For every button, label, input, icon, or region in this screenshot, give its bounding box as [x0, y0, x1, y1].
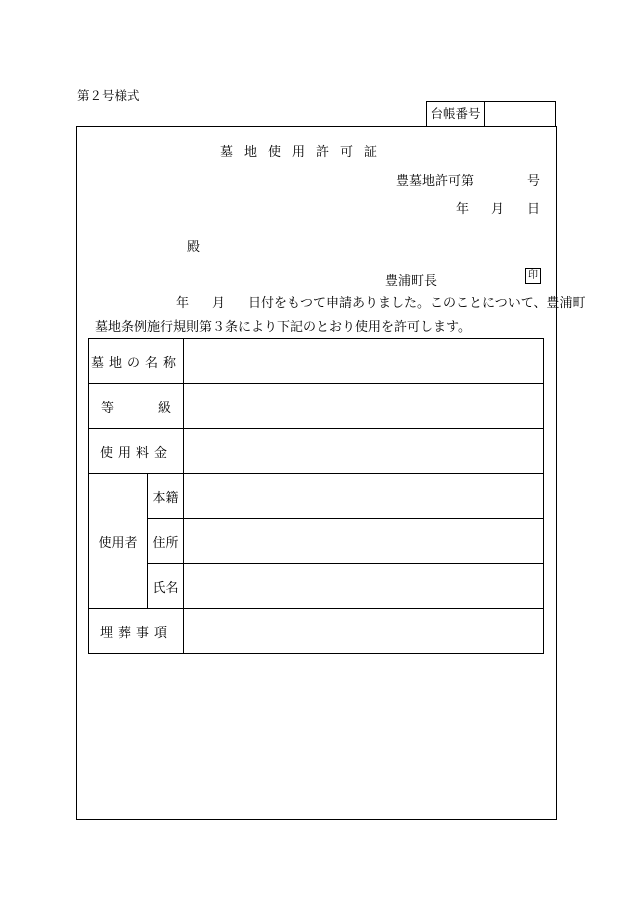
body-line-2: 墓地条例施行規則第３条により下記のとおり使用を許可します。 [95, 320, 471, 335]
table-row [89, 609, 544, 654]
name-field[interactable] [184, 564, 544, 609]
table-row [89, 519, 544, 564]
address-field[interactable] [184, 519, 544, 564]
body-year: 年 [176, 296, 190, 311]
date-year-label: 年 [456, 202, 470, 217]
grade-label-cell [89, 384, 184, 429]
address-label: 住所 [148, 519, 184, 564]
grade-label: 等級 [101, 400, 171, 416]
domicile-label: 本籍 [148, 474, 184, 519]
user-label: 使用者 [89, 474, 148, 609]
body-line-1 [176, 292, 585, 311]
table-row [89, 339, 544, 384]
date-month-label: 月 [491, 202, 505, 217]
table-row [89, 564, 544, 609]
ledger-number-label: 台帳番号 [427, 102, 485, 126]
issuer-title: 豊浦町長 [385, 274, 438, 289]
permit-number-suffix: 号 [527, 174, 541, 189]
addressee-honorific: 殿 [187, 240, 201, 255]
burial-field[interactable] [184, 609, 544, 654]
usage-fee-field[interactable] [184, 429, 544, 474]
form-number-label: 第２号様式 [77, 88, 140, 103]
body-line-1-text: 日付をもつて申請ありました。このことについて、豊浦町 [248, 296, 586, 311]
burial-label: 埋葬事項 [89, 609, 184, 654]
domicile-field[interactable] [184, 474, 544, 519]
ledger-number-field[interactable] [485, 102, 555, 126]
seal-stamp: 印 [525, 268, 541, 284]
table-row [89, 384, 544, 429]
usage-fee-label: 使用料金 [89, 429, 184, 474]
ledger-number-box [426, 101, 556, 126]
cemetery-name-label: 墓地の名称 [89, 339, 184, 384]
permit-number-prefix: 豊墓地許可第 [396, 174, 475, 189]
body-month: 月 [212, 296, 226, 311]
table-row [89, 474, 544, 519]
grade-field[interactable] [184, 384, 544, 429]
permit-details-table [88, 338, 544, 654]
table-row [89, 429, 544, 474]
cemetery-name-field[interactable] [184, 339, 544, 384]
date-day-label: 日 [527, 202, 541, 217]
page-title: 墓地使用許可証 [220, 145, 389, 160]
name-label: 氏名 [148, 564, 184, 609]
